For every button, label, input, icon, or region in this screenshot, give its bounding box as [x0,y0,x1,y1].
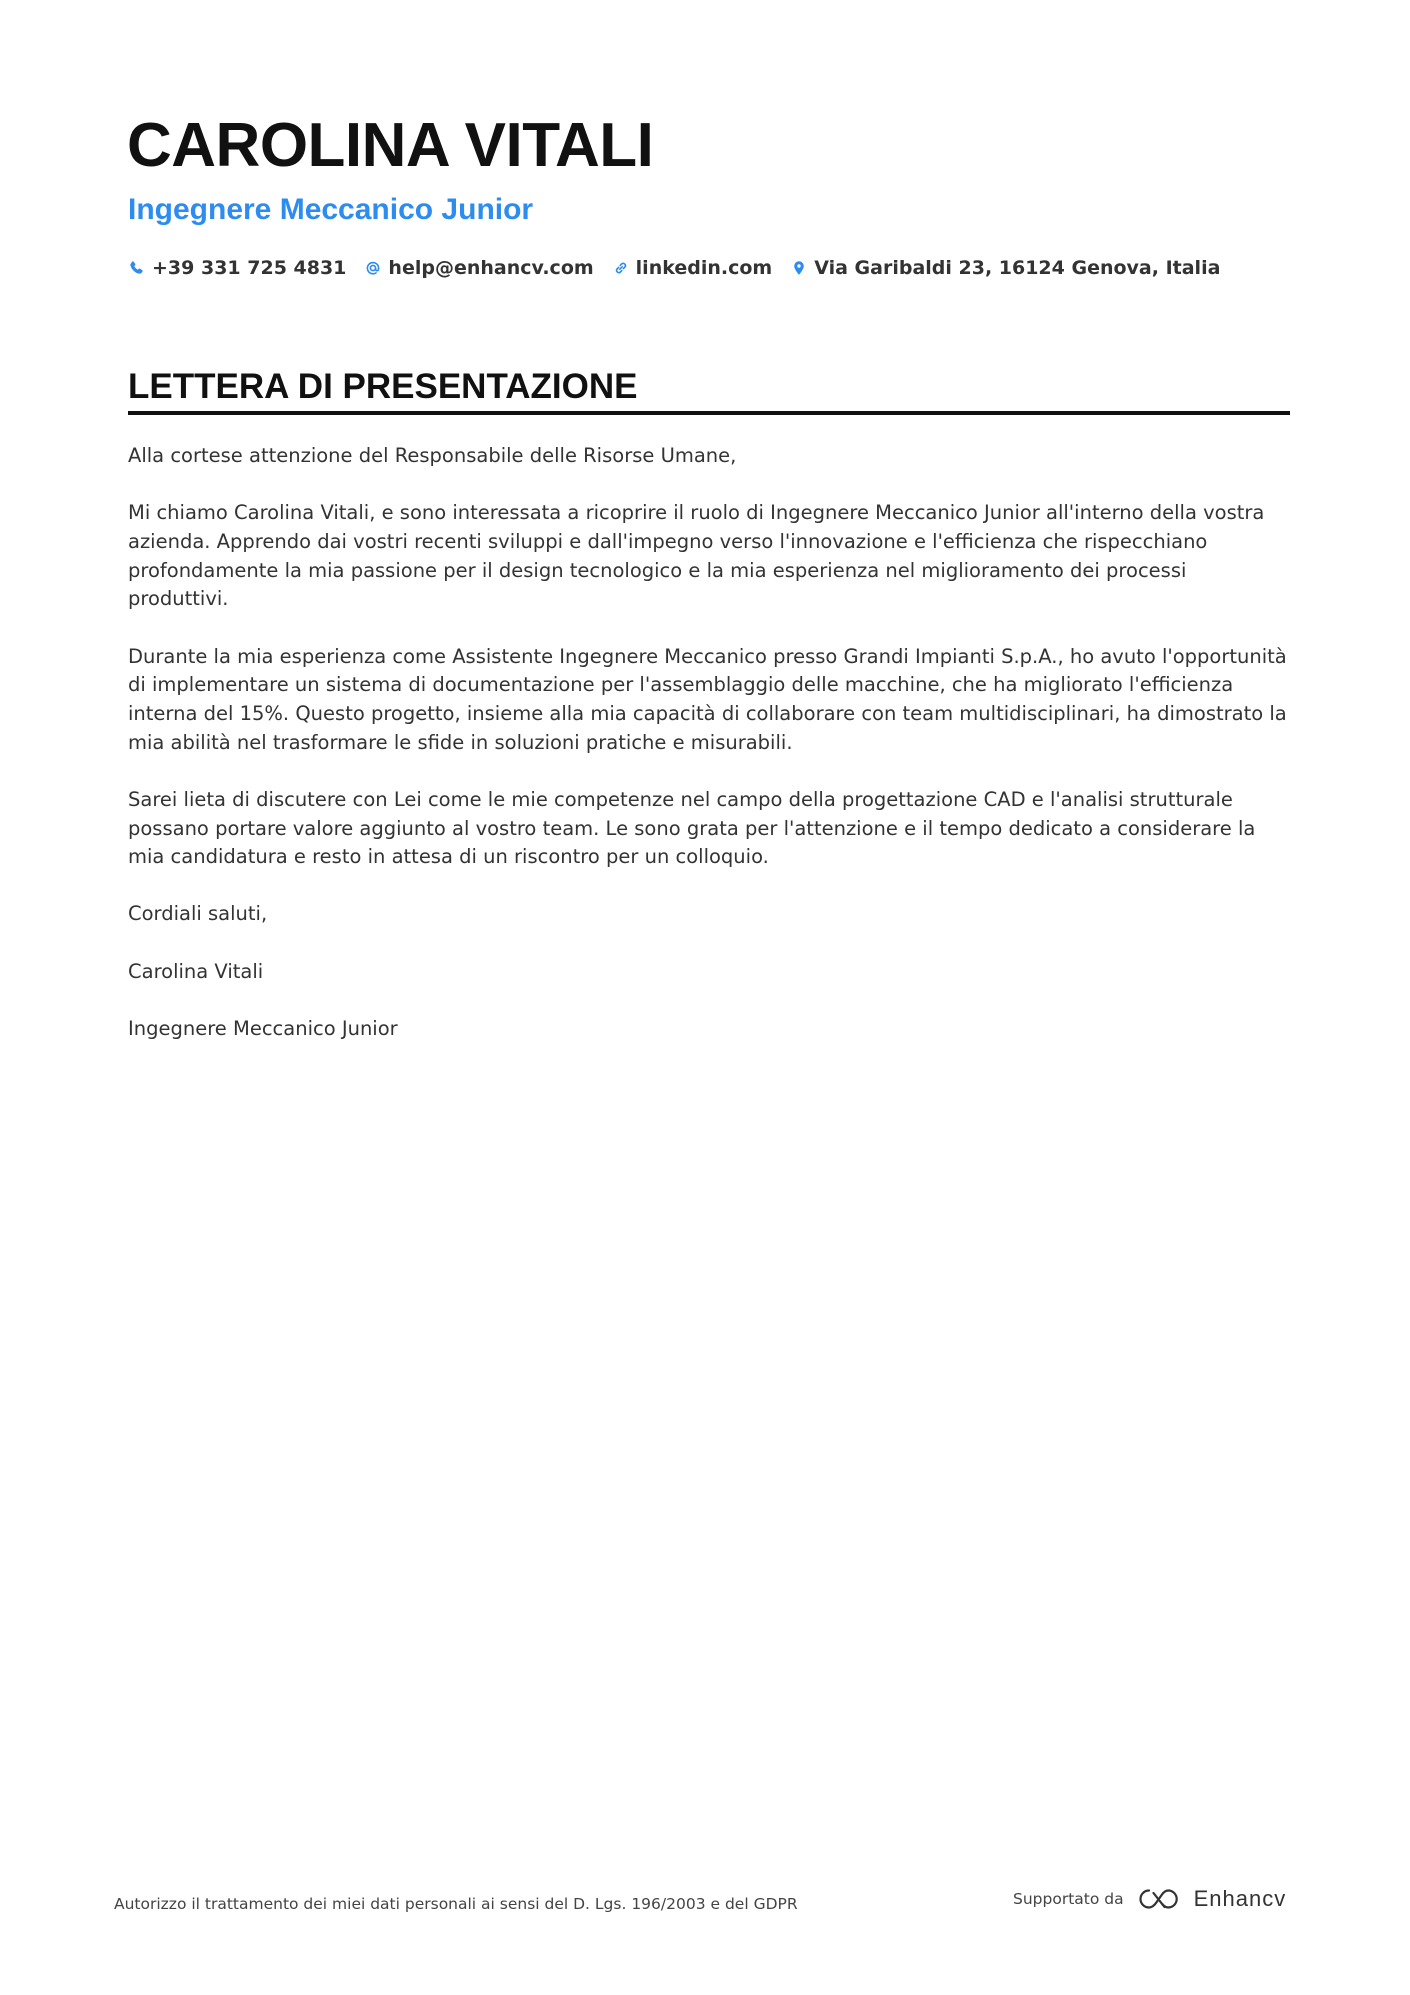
website-text: linkedin.com [635,257,773,279]
letter-paragraph: Mi chiamo Carolina Vitali, e sono interessata a ricoprire il ruolo di Ingegnere Meccanico Junior all'interno della vostra azienda. Apprendo dai vostri recenti sviluppi e dall'impegno verso l'innovazione e l'efficienza che rispecchiano profondamente la mia passione per il design tecnologico e la mia esperienza nel miglioramento dei processi produttivi. [128,501,1265,611]
letter-closing: Cordiali saluti, [128,902,268,926]
at-icon [364,259,382,277]
section-title: LETTERA DI PRESENTAZIONE [128,367,638,406]
phone-icon [128,259,146,277]
contact-email[interactable] [364,257,593,279]
phone-text: +39 331 725 4831 [152,257,347,279]
contact-phone[interactable] [128,257,346,279]
letter-paragraph: Durante la mia esperienza come Assistente Ingegnere Meccanico presso Grandi Impianti S.p.A., ho avuto l'opportunità di implementare un sistema di documentazione per l'assemblaggio delle macchine, che ha migliorato l'efficienza interna del 15%. Questo progetto, insieme alla mia capacità di collaborare con team multidisciplinari, ha dimostrato la mia abilità nel trasformare le sfide in soluzioni pratiche e misurabili. [128,644,1287,754]
address-text: Via Garibaldi 23, 16124 Genova, Italia [814,257,1221,279]
signature-name: Carolina Vitali [128,959,264,983]
contact-bar [128,254,1220,282]
signature-title: Ingegnere Meccanico Junior [128,1016,398,1040]
letter-body [128,442,1293,1072]
link-icon [612,259,630,277]
enhancv-logo-icon [1136,1886,1182,1912]
enhancv-logo[interactable] [1136,1886,1287,1912]
location-pin-icon [790,259,808,277]
powered-by [1013,1886,1286,1912]
section-divider [128,411,1290,415]
letter-paragraph: Sarei lieta di discutere con Lei come le mie competenze nel campo della progettazione CAD e l'analisi strutturale possano portare valore aggiunto al vostro team. Le sono grata per l'attenzione e il tempo dedicato a considerare la mia candidatura e resto in attesa di un riscontro per un colloquio. [128,787,1256,869]
email-text: help@enhancv.com [388,257,594,279]
letter-salutation: Alla cortese attenzione del Responsabile delle Risorse Umane, [128,444,737,467]
powered-by-label: Supportato da [1013,1890,1124,1908]
candidate-job-title: Ingegnere Meccanico Junior [128,193,534,226]
enhancv-brand-name: Enhancv [1193,1886,1287,1911]
privacy-consent: Autorizzo il trattamento dei miei dati personali ai sensi del D. Lgs. 196/2003 e del GDPR [114,1895,798,1913]
contact-website[interactable] [612,257,773,279]
contact-address [790,257,1220,279]
candidate-name: CAROLINA VITALI [127,111,654,180]
